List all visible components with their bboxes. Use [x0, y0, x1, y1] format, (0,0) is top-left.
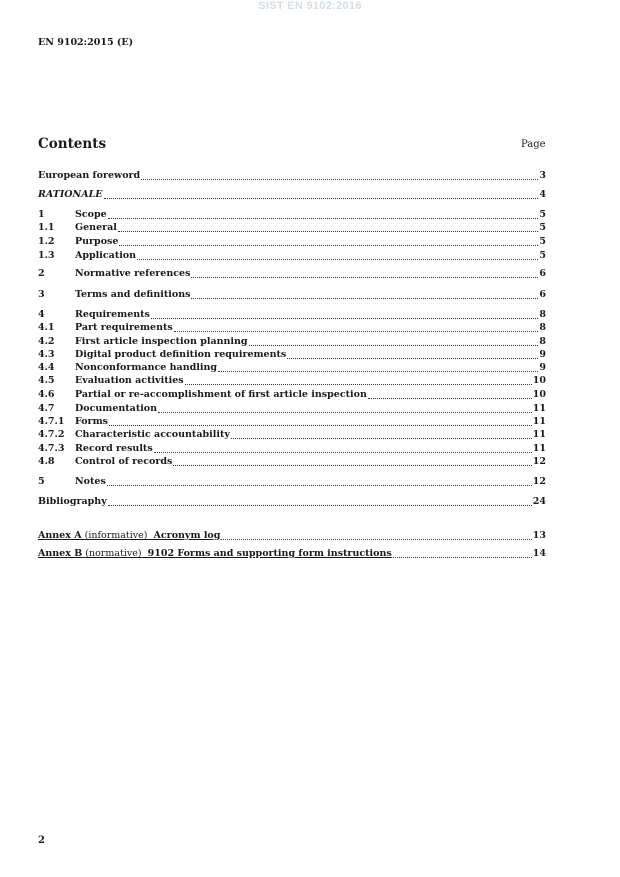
toc-entry[interactable] — [38, 362, 546, 374]
toc-entry-title: Purpose — [75, 236, 119, 247]
toc-entry-page: 11 — [532, 403, 546, 414]
dot-leader — [287, 350, 538, 359]
toc-entry-title: First article inspection planning — [75, 336, 248, 347]
toc-entry[interactable] — [38, 429, 546, 441]
page-column-label: Page — [521, 139, 546, 150]
toc-entry[interactable] — [38, 289, 546, 301]
dot-leader — [191, 269, 538, 278]
dot-leader — [137, 251, 538, 260]
toc-entry-number: 5 — [38, 476, 45, 487]
toc-entry-page: 6 — [539, 289, 546, 300]
toc-entry-page: 11 — [532, 443, 546, 454]
toc-entry-title: Documentation — [75, 403, 158, 414]
toc-entry-title: Forms — [75, 416, 108, 427]
dot-leader — [221, 531, 531, 540]
dot-leader — [141, 171, 538, 180]
contents-title: Contents — [38, 136, 107, 152]
toc-entry-page: 9 — [539, 362, 546, 373]
annex-entry[interactable] — [38, 548, 546, 560]
toc-entry-number: 1.2 — [38, 236, 55, 247]
toc-entry-number: 4.7.2 — [38, 429, 65, 440]
toc-entry-number: 2 — [38, 268, 45, 279]
dot-leader — [118, 223, 538, 232]
dot-leader — [249, 337, 539, 346]
toc-entry-title: Digital product definition requirements — [75, 349, 287, 360]
toc-entry-page: 5 — [539, 209, 546, 220]
toc-entry[interactable] — [38, 222, 546, 234]
toc-entry-page: 4 — [539, 189, 546, 200]
toc-entry[interactable] — [38, 476, 546, 488]
toc-entry-number: 4.7.1 — [38, 416, 65, 427]
dot-leader — [158, 404, 532, 413]
toc-entry[interactable] — [38, 389, 546, 401]
dot-leader — [185, 376, 532, 385]
annex-title: Acronym log — [153, 530, 221, 541]
toc-entry-page: 10 — [532, 389, 546, 400]
toc-entry-title: European foreword — [38, 170, 141, 181]
toc-entry-title: Nonconformance handling — [75, 362, 218, 373]
toc-entry-title: Requirements — [75, 309, 150, 320]
toc-entry-title: Partial or re-accomplishment of first article inspection — [75, 389, 367, 400]
dot-leader — [151, 310, 538, 319]
dot-leader — [218, 363, 538, 372]
toc-entry[interactable] — [38, 456, 546, 468]
toc-entry-page: 9 — [539, 349, 546, 360]
dot-leader — [104, 190, 539, 199]
toc-entry[interactable] — [38, 268, 546, 280]
toc-entry-title: General — [75, 222, 117, 233]
toc-entry[interactable] — [38, 250, 546, 262]
toc-entry-number: 4.7.3 — [38, 443, 65, 454]
toc-entry[interactable] — [38, 170, 546, 182]
dot-leader — [119, 237, 538, 246]
toc-entry[interactable] — [38, 375, 546, 387]
toc-entry[interactable] — [38, 336, 546, 348]
toc-entry-number: 4.2 — [38, 336, 55, 347]
toc-entry-title: Record results — [75, 443, 153, 454]
dot-leader — [108, 210, 539, 219]
toc-entry-page: 12 — [532, 456, 546, 467]
toc-entry-title: Evaluation activities — [75, 375, 184, 386]
toc-entry-page: 5 — [539, 222, 546, 233]
toc-entry[interactable] — [38, 496, 546, 508]
annex-link[interactable] — [38, 530, 220, 542]
toc-entry-title: Terms and definitions — [75, 289, 191, 300]
dot-leader — [154, 444, 532, 453]
toc-entry-number: 4.3 — [38, 349, 55, 360]
toc-entry-page: 5 — [539, 250, 546, 261]
toc-entry-page: 10 — [532, 375, 546, 386]
annex-id: Annex A — [38, 530, 82, 541]
toc-entry-number: 4.7 — [38, 403, 55, 414]
toc-entry-page: 6 — [539, 268, 546, 279]
annex-id: Annex B — [38, 548, 83, 559]
toc-entry-number: 4.4 — [38, 362, 55, 373]
toc-entry-title: Notes — [75, 476, 106, 487]
toc-entry[interactable] — [38, 322, 546, 334]
toc-entry-title: Bibliography — [38, 496, 107, 507]
toc-entry-page: 5 — [539, 236, 546, 247]
toc-entry[interactable] — [38, 189, 546, 201]
toc-entry-number: 1.3 — [38, 250, 55, 261]
toc-entry-number: 4.6 — [38, 389, 55, 400]
dot-leader — [108, 497, 532, 506]
dot-leader — [393, 549, 532, 558]
toc-entry-page: 11 — [532, 416, 546, 427]
toc-entry-page: 8 — [539, 336, 546, 347]
page-number: 2 — [38, 835, 45, 846]
toc-entry-page: 24 — [532, 496, 546, 507]
toc-entry-page: 12 — [532, 476, 546, 487]
annex-title: 9102 Forms and supporting form instructions — [147, 548, 392, 559]
toc-entry-title: Characteristic accountability — [75, 429, 230, 440]
toc-entry-title: Scope — [75, 209, 107, 220]
toc-entry[interactable] — [38, 443, 546, 455]
watermark: SIST EN 9102:2016 — [258, 0, 362, 12]
dot-leader — [109, 417, 532, 426]
toc-entry-page: 11 — [532, 429, 546, 440]
toc-entry-number: 1.1 — [38, 222, 55, 233]
toc-entry-title: RATIONALE — [38, 189, 103, 200]
toc-entry-number: 4.8 — [38, 456, 55, 467]
toc-entry-title: Control of records — [75, 456, 173, 467]
annex-kind: (normative) — [85, 548, 142, 559]
dot-leader — [231, 430, 532, 439]
toc-entry[interactable] — [38, 209, 546, 221]
dot-leader — [174, 323, 539, 332]
annex-kind: (informative) — [84, 530, 148, 541]
toc-entry-number: 4 — [38, 309, 45, 320]
annex-page: 14 — [532, 548, 546, 559]
dot-leader — [173, 457, 531, 466]
toc-entry-number: 1 — [38, 209, 45, 220]
annex-link[interactable] — [38, 548, 392, 560]
annex-page: 13 — [532, 530, 546, 541]
toc-entry-page: 3 — [539, 170, 546, 181]
toc-entry-title: Part requirements — [75, 322, 173, 333]
toc-entry-page: 8 — [539, 322, 546, 333]
toc-entry[interactable] — [38, 309, 546, 321]
toc-entry-number: 4.1 — [38, 322, 55, 333]
toc-entry-number: 3 — [38, 289, 45, 300]
dot-leader — [107, 477, 532, 486]
dot-leader — [368, 390, 532, 399]
toc-entry-title: Normative references — [75, 268, 191, 279]
toc-entry[interactable] — [38, 349, 546, 361]
toc-entry-page: 8 — [539, 309, 546, 320]
document-id: EN 9102:2015 (E) — [38, 37, 134, 48]
toc-entry-number: 4.5 — [38, 375, 55, 386]
toc-entry[interactable] — [38, 416, 546, 428]
toc-entry[interactable] — [38, 236, 546, 248]
toc-entry[interactable] — [38, 403, 546, 415]
toc-entry-title: Application — [75, 250, 137, 261]
annex-entry[interactable] — [38, 530, 546, 542]
dot-leader — [191, 290, 538, 299]
